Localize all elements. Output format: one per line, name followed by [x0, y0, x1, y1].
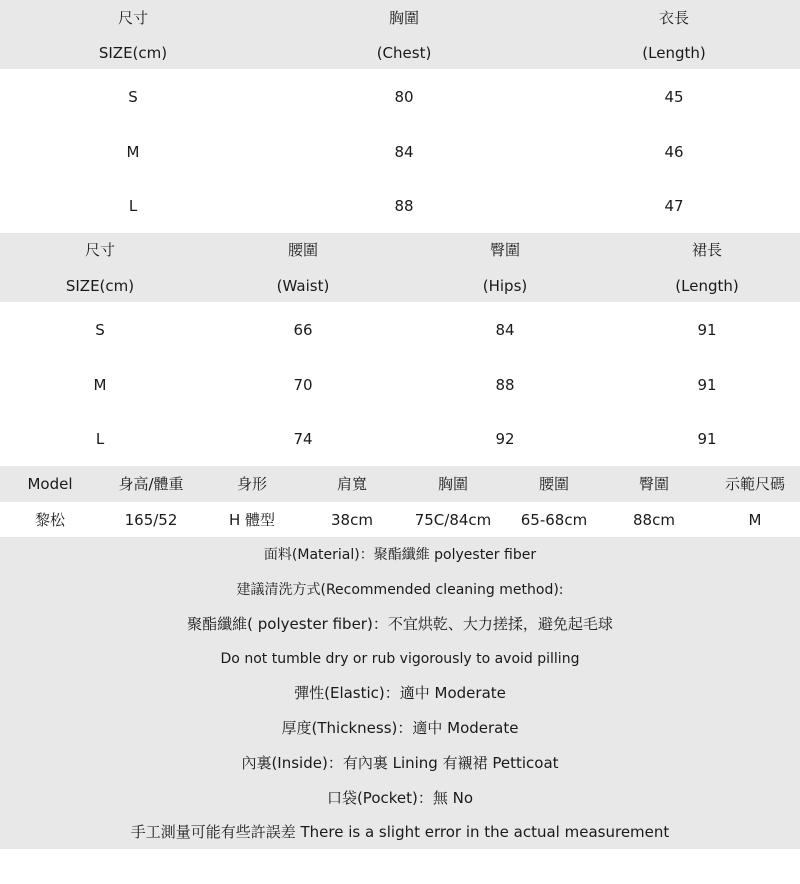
- model-table-header-cell: 胸圍: [437, 475, 468, 493]
- care-note-line: 聚酯纖維( polyester fiber)：不宜烘乾、大力搓揉，避免起毛球: [187, 615, 613, 633]
- top-table-cell: 46: [664, 143, 684, 161]
- model-table-cell: 38cm: [331, 511, 373, 529]
- skirt-table-cell: M: [93, 376, 107, 394]
- skirt-table-cell: 91: [697, 321, 717, 339]
- top-table-cell: M: [126, 143, 140, 161]
- skirt-table-cell: 91: [697, 430, 717, 448]
- skirt-table-cell: 66: [293, 321, 313, 339]
- model-table-cell: 165/52: [124, 511, 178, 529]
- top-table-header-label: 胸圍: [388, 9, 419, 27]
- care-note-line: 厚度(Thickness)：適中 Moderate: [281, 719, 519, 737]
- model-table-header-cell: 臀圍: [638, 475, 669, 493]
- top-table-cell: 88: [394, 197, 414, 215]
- care-note-line: 內裏(Inside)：有內裏 Lining 有襯裙 Petticoat: [241, 754, 559, 772]
- model-table-cell: M: [748, 511, 762, 529]
- top-table-cell: 45: [664, 88, 684, 106]
- top-table-cell: 80: [394, 88, 414, 106]
- skirt-table-header-sublabel: SIZE(cm): [65, 277, 135, 295]
- skirt-table-header-sublabel: (Waist): [276, 277, 330, 295]
- skirt-table-header-label: 裙長: [691, 241, 722, 259]
- top-table-cell: S: [128, 88, 138, 106]
- top-table-header-sublabel: SIZE(cm): [98, 44, 168, 62]
- model-table-cell: 88cm: [633, 511, 675, 529]
- skirt-table-cell: L: [95, 430, 105, 448]
- model-table-header-cell: Model: [27, 475, 73, 493]
- skirt-table-cell: S: [95, 321, 105, 339]
- skirt-table-cell: 92: [495, 430, 515, 448]
- care-note-line: 口袋(Pocket)：無 No: [326, 789, 474, 807]
- skirt-table-cell: 91: [697, 376, 717, 394]
- model-table-cell: H 體型: [228, 511, 276, 529]
- care-note-line: 彈性(Elastic)：適中 Moderate: [294, 684, 506, 702]
- skirt-table-header-label: 尺寸: [84, 241, 115, 259]
- top-table-header-label: 衣長: [658, 9, 689, 27]
- skirt-table-cell: 88: [495, 376, 515, 394]
- model-table-header-cell: 腰圍: [538, 475, 569, 493]
- skirt-table-cell: 70: [293, 376, 313, 394]
- skirt-table-header-label: 臀圍: [489, 241, 520, 259]
- model-table-header-cell: 身形: [236, 475, 267, 493]
- top-table-header-sublabel: (Chest): [376, 44, 432, 62]
- care-note-line: Do not tumble dry or rub vigorously to avoid pilling: [220, 651, 580, 667]
- model-table-header-cell: 示範尺碼: [724, 475, 785, 493]
- model-table-cell: 65-68cm: [520, 511, 588, 529]
- skirt-table-header-sublabel: (Length): [675, 277, 739, 295]
- model-table-header-cell: 身高/體重: [118, 475, 184, 493]
- top-table-cell: 47: [664, 197, 684, 215]
- skirt-table-cell: 74: [293, 430, 313, 448]
- top-table-cell: 84: [394, 143, 414, 161]
- care-note-line: 建議清洗方式(Recommended cleaning method):: [236, 582, 564, 598]
- model-table-cell: 黎松: [34, 511, 65, 529]
- care-note-line: 手工測量可能有些許誤差 There is a slight error in the actual measurement: [130, 823, 670, 841]
- top-table-header-sublabel: (Length): [642, 44, 706, 62]
- top-table-header-label: 尺寸: [117, 9, 148, 27]
- model-table-cell: 75C/84cm: [414, 511, 492, 529]
- skirt-table-cell: 84: [495, 321, 515, 339]
- care-note-line: 面料(Material)：聚酯纖維 polyester fiber: [263, 547, 537, 563]
- skirt-table-header-sublabel: (Hips): [482, 277, 528, 295]
- skirt-table-header-label: 腰圍: [287, 241, 318, 259]
- top-table-cell: L: [128, 197, 138, 215]
- model-table-header-cell: 肩寬: [336, 475, 367, 493]
